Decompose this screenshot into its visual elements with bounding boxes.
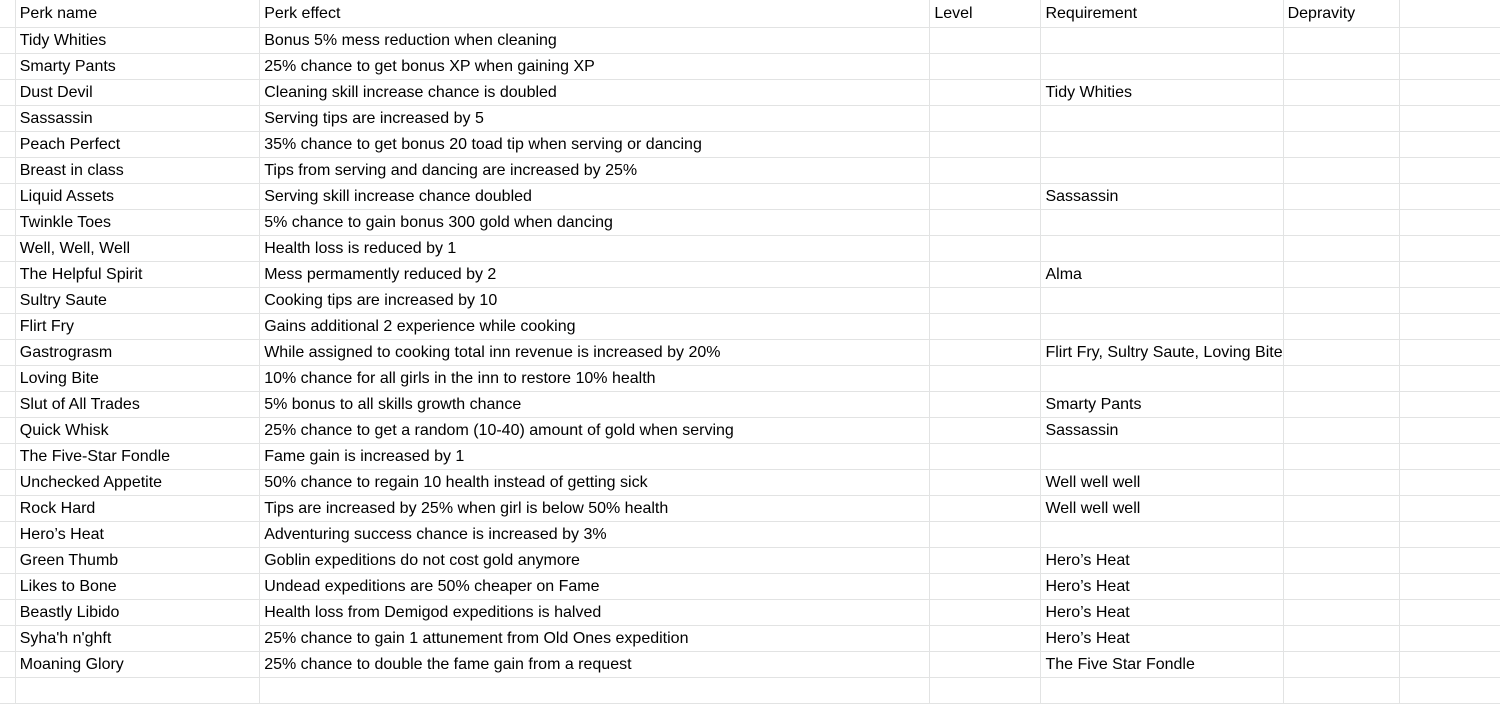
level-cell[interactable] [930,28,1041,54]
empty-cell[interactable] [1399,28,1500,54]
perk-name-cell[interactable]: Flirt Fry [15,314,259,340]
requirement-cell[interactable] [1041,678,1283,704]
requirement-cell[interactable] [1041,158,1283,184]
empty-cell[interactable] [1399,392,1500,418]
perk-effect-cell[interactable]: While assigned to cooking total inn revenue is increased by 20% [260,340,930,366]
perk-effect-cell[interactable]: Mess permamently reduced by 2 [260,262,930,288]
requirement-cell[interactable]: The Five Star Fondle [1041,652,1283,678]
empty-cell[interactable] [1399,652,1500,678]
row-gutter-cell[interactable] [0,0,15,28]
perk-effect-cell[interactable]: 50% chance to regain 10 health instead of getting sick [260,470,930,496]
depravity-cell[interactable] [1283,262,1399,288]
row-gutter-cell[interactable] [0,340,15,366]
requirement-cell[interactable] [1041,236,1283,262]
perk-effect-cell[interactable]: Undead expeditions are 50% cheaper on Fame [260,574,930,600]
table-row [0,470,1500,496]
perk-name-cell[interactable]: Dust Devil [15,80,259,106]
level-cell[interactable] [930,366,1041,392]
table-row [0,158,1500,184]
row-gutter-cell[interactable] [0,470,15,496]
row-gutter-cell[interactable] [0,132,15,158]
level-cell[interactable] [930,678,1041,704]
row-gutter-cell[interactable] [0,496,15,522]
perk-name-cell[interactable]: Quick Whisk [15,418,259,444]
perk-effect-cell[interactable]: 5% chance to gain bonus 300 gold when dancing [260,210,930,236]
perk-name-cell[interactable]: Slut of All Trades [15,392,259,418]
empty-cell[interactable] [1399,418,1500,444]
table-row [0,340,1500,366]
perk-name-cell[interactable]: Breast in class [15,158,259,184]
row-gutter-cell[interactable] [0,288,15,314]
table-row [0,132,1500,158]
table-row [0,574,1500,600]
depravity-cell[interactable] [1283,158,1399,184]
row-gutter-cell[interactable] [0,678,15,704]
perk-name-cell[interactable]: Unchecked Appetite [15,470,259,496]
row-gutter-cell[interactable] [0,600,15,626]
perk-effect-cell[interactable]: 25% chance to get bonus XP when gaining XP [260,54,930,80]
level-cell[interactable] [930,496,1041,522]
empty-cell[interactable] [1399,340,1500,366]
perk-name-cell[interactable]: Tidy Whities [15,28,259,54]
perk-effect-cell[interactable]: Gains additional 2 experience while cooking [260,314,930,340]
perk-name-cell[interactable]: Well, Well, Well [15,236,259,262]
header-perk-effect[interactable]: Perk effect [260,0,930,28]
requirement-cell[interactable] [1041,444,1283,470]
perk-effect-cell[interactable]: Tips from serving and dancing are increased by 25% [260,158,930,184]
perk-name-cell[interactable]: The Helpful Spirit [15,262,259,288]
level-cell[interactable] [930,132,1041,158]
perk-effect-cell[interactable]: Adventuring success chance is increased by 3% [260,522,930,548]
level-cell[interactable] [930,340,1041,366]
depravity-cell[interactable] [1283,574,1399,600]
perk-effect-cell[interactable]: Fame gain is increased by 1 [260,444,930,470]
depravity-cell[interactable] [1283,132,1399,158]
empty-cell[interactable] [1399,678,1500,704]
requirement-cell[interactable] [1041,210,1283,236]
table-row [0,522,1500,548]
perk-name-cell[interactable]: Rock Hard [15,496,259,522]
depravity-cell[interactable] [1283,236,1399,262]
perk-name-cell[interactable]: Hero’s Heat [15,522,259,548]
perk-name-cell[interactable]: Peach Perfect [15,132,259,158]
empty-cell[interactable] [1399,236,1500,262]
perk-name-cell[interactable]: Sultry Saute [15,288,259,314]
depravity-cell[interactable] [1283,28,1399,54]
table-row [0,106,1500,132]
empty-cell[interactable] [1399,600,1500,626]
level-cell[interactable] [930,522,1041,548]
level-cell[interactable] [930,106,1041,132]
requirement-cell[interactable]: Hero’s Heat [1041,548,1283,574]
table-row [0,54,1500,80]
empty-cell[interactable] [1399,470,1500,496]
perk-name-cell[interactable]: Liquid Assets [15,184,259,210]
requirement-cell[interactable]: Hero’s Heat [1041,574,1283,600]
requirement-cell[interactable] [1041,288,1283,314]
header-perk-name[interactable]: Perk name [15,0,259,28]
perk-name-cell[interactable]: Beastly Libido [15,600,259,626]
depravity-cell[interactable] [1283,600,1399,626]
perk-name-cell[interactable]: Twinkle Toes [15,210,259,236]
requirement-cell[interactable] [1041,106,1283,132]
level-cell[interactable] [930,574,1041,600]
requirement-cell[interactable] [1041,522,1283,548]
table-row [0,80,1500,106]
perk-effect-cell[interactable]: Health loss from Demigod expeditions is halved [260,600,930,626]
requirement-cell[interactable]: Well well well [1041,496,1283,522]
level-cell[interactable] [930,184,1041,210]
level-cell[interactable] [930,262,1041,288]
empty-cell[interactable] [1399,288,1500,314]
row-gutter-cell[interactable] [0,574,15,600]
empty-cell[interactable] [1399,80,1500,106]
perk-effect-cell[interactable] [260,678,930,704]
requirement-cell[interactable] [1041,314,1283,340]
perk-effect-cell[interactable]: Tips are increased by 25% when girl is below 50% health [260,496,930,522]
depravity-cell[interactable] [1283,340,1399,366]
requirement-cell[interactable] [1041,366,1283,392]
table-row [0,236,1500,262]
header-level[interactable]: Level [930,0,1041,28]
row-gutter-cell[interactable] [0,158,15,184]
row-gutter-cell[interactable] [0,314,15,340]
row-gutter-cell[interactable] [0,80,15,106]
depravity-cell[interactable] [1283,418,1399,444]
empty-cell[interactable] [1399,54,1500,80]
perk-effect-cell[interactable]: 25% chance to gain 1 attunement from Old Ones expedition [260,626,930,652]
header-requirement[interactable]: Requirement [1041,0,1283,28]
row-gutter-cell[interactable] [0,444,15,470]
depravity-cell[interactable] [1283,470,1399,496]
empty-cell[interactable] [1399,314,1500,340]
table-row [0,314,1500,340]
perk-effect-cell[interactable]: Cooking tips are increased by 10 [260,288,930,314]
level-cell[interactable] [930,444,1041,470]
row-gutter-cell[interactable] [0,548,15,574]
requirement-cell[interactable]: Alma [1041,262,1283,288]
perk-effect-cell[interactable]: Serving skill increase chance doubled [260,184,930,210]
depravity-cell[interactable] [1283,106,1399,132]
perk-effect-cell[interactable]: Serving tips are increased by 5 [260,106,930,132]
depravity-cell[interactable] [1283,444,1399,470]
requirement-cell[interactable] [1041,54,1283,80]
row-gutter-cell[interactable] [0,28,15,54]
empty-cell[interactable] [1399,210,1500,236]
table-row [0,678,1500,704]
level-cell[interactable] [930,626,1041,652]
table-row [0,548,1500,574]
depravity-cell[interactable] [1283,392,1399,418]
perk-effect-cell[interactable]: 10% chance for all girls in the inn to restore 10% health [260,366,930,392]
requirement-cell[interactable]: Sassassin [1041,418,1283,444]
perk-name-cell[interactable]: The Five-Star Fondle [15,444,259,470]
perk-effect-cell[interactable]: 25% chance to get a random (10-40) amount of gold when serving [260,418,930,444]
table-row [0,418,1500,444]
depravity-cell[interactable] [1283,80,1399,106]
table-row [0,184,1500,210]
requirement-cell[interactable]: Tidy Whities [1041,80,1283,106]
empty-cell[interactable] [1399,574,1500,600]
row-gutter-cell[interactable] [0,366,15,392]
empty-cell[interactable] [1399,548,1500,574]
table-row [0,496,1500,522]
table-row [0,652,1500,678]
level-cell[interactable] [930,392,1041,418]
perk-name-cell[interactable] [15,678,259,704]
depravity-cell[interactable] [1283,626,1399,652]
perk-effect-cell[interactable]: 25% chance to double the fame gain from a request [260,652,930,678]
row-gutter-cell[interactable] [0,210,15,236]
depravity-cell[interactable] [1283,522,1399,548]
level-cell[interactable] [930,470,1041,496]
depravity-cell[interactable] [1283,54,1399,80]
row-gutter-cell[interactable] [0,418,15,444]
requirement-cell[interactable]: Sassassin [1041,184,1283,210]
table-row [0,366,1500,392]
depravity-cell[interactable] [1283,184,1399,210]
perk-effect-cell[interactable]: Health loss is reduced by 1 [260,236,930,262]
level-cell[interactable] [930,652,1041,678]
row-gutter-cell[interactable] [0,106,15,132]
depravity-cell[interactable] [1283,678,1399,704]
level-cell[interactable] [930,314,1041,340]
depravity-cell[interactable] [1283,496,1399,522]
perk-effect-cell[interactable]: Cleaning skill increase chance is doubled [260,80,930,106]
requirement-cell[interactable]: Smarty Pants [1041,392,1283,418]
row-gutter-cell[interactable] [0,184,15,210]
perk-effect-cell[interactable]: 35% chance to get bonus 20 toad tip when serving or dancing [260,132,930,158]
row-gutter-cell[interactable] [0,392,15,418]
requirement-cell[interactable]: Hero’s Heat [1041,600,1283,626]
table-row [0,210,1500,236]
table-row [0,28,1500,54]
perk-name-cell[interactable]: Loving Bite [15,366,259,392]
level-cell[interactable] [930,548,1041,574]
level-cell[interactable] [930,600,1041,626]
level-cell[interactable] [930,288,1041,314]
perk-name-cell[interactable]: Moaning Glory [15,652,259,678]
empty-cell[interactable] [1399,158,1500,184]
table-row [0,626,1500,652]
row-gutter-cell[interactable] [0,54,15,80]
depravity-cell[interactable] [1283,548,1399,574]
empty-cell[interactable] [1399,522,1500,548]
row-gutter-cell[interactable] [0,262,15,288]
empty-cell[interactable] [1399,184,1500,210]
table-row [0,392,1500,418]
depravity-cell[interactable] [1283,314,1399,340]
depravity-cell[interactable] [1283,652,1399,678]
table-row [0,262,1500,288]
empty-cell[interactable] [1399,106,1500,132]
level-cell[interactable] [930,158,1041,184]
requirement-cell[interactable] [1041,132,1283,158]
level-cell[interactable] [930,418,1041,444]
row-gutter-cell[interactable] [0,522,15,548]
table-row [0,600,1500,626]
empty-cell[interactable] [1399,262,1500,288]
header-row [0,0,1500,28]
table-row [0,444,1500,470]
level-cell[interactable] [930,236,1041,262]
depravity-cell[interactable] [1283,288,1399,314]
depravity-cell[interactable] [1283,210,1399,236]
empty-cell[interactable] [1399,0,1500,28]
requirement-cell[interactable]: Flirt Fry, Sultry Saute, Loving Bite [1041,340,1283,366]
row-gutter-cell[interactable] [0,236,15,262]
empty-cell[interactable] [1399,626,1500,652]
perk-effect-cell[interactable]: 5% bonus to all skills growth chance [260,392,930,418]
level-cell[interactable] [930,210,1041,236]
empty-cell[interactable] [1399,444,1500,470]
table-row [0,288,1500,314]
depravity-cell[interactable] [1283,366,1399,392]
level-cell[interactable] [930,54,1041,80]
row-gutter-cell[interactable] [0,626,15,652]
perk-name-cell[interactable]: Syha'h n'ghft [15,626,259,652]
requirement-cell[interactable]: Well well well [1041,470,1283,496]
perk-name-cell[interactable]: Sassassin [15,106,259,132]
perk-name-cell[interactable]: Green Thumb [15,548,259,574]
empty-cell[interactable] [1399,132,1500,158]
requirement-cell[interactable]: Hero’s Heat [1041,626,1283,652]
perk-name-cell[interactable]: Gastrograsm [15,340,259,366]
perk-name-cell[interactable]: Smarty Pants [15,54,259,80]
empty-cell[interactable] [1399,366,1500,392]
perk-name-cell[interactable]: Likes to Bone [15,574,259,600]
requirement-cell[interactable] [1041,28,1283,54]
level-cell[interactable] [930,80,1041,106]
header-depravity[interactable]: Depravity [1283,0,1399,28]
perk-effect-cell[interactable]: Goblin expeditions do not cost gold anymore [260,548,930,574]
perk-effect-cell[interactable]: Bonus 5% mess reduction when cleaning [260,28,930,54]
row-gutter-cell[interactable] [0,652,15,678]
empty-cell[interactable] [1399,496,1500,522]
